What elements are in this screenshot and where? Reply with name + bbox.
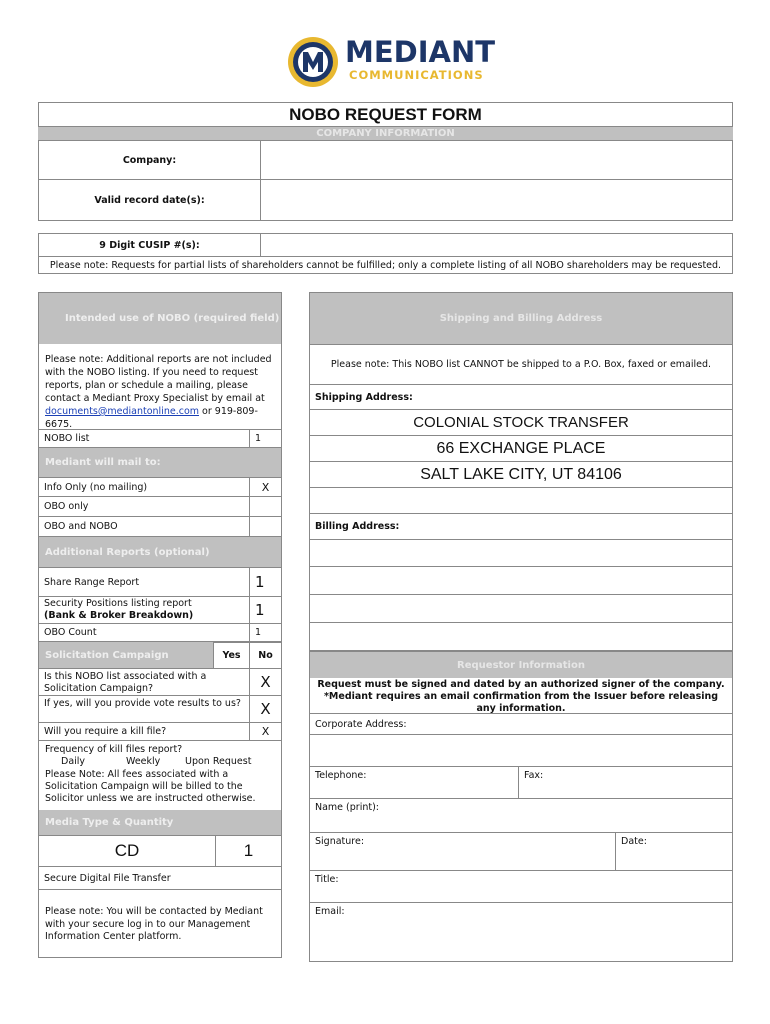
mediant-logo-mark-icon [287, 36, 339, 88]
section-company-header: COMPANY INFORMATION [38, 127, 733, 140]
frequency-label: Frequency of kill files report? [45, 744, 183, 755]
nobo-list-qty[interactable]: 1 [249, 429, 282, 448]
record-date-label: Valid record date(s): [38, 179, 261, 221]
shipping-note: Please note: This NOBO list CANNOT be shipped to a P.O. Box, faxed or emailed. [309, 344, 733, 385]
mail-row-info-only-check[interactable]: X [249, 477, 282, 497]
brand-subname: COMMUNICATIONS [349, 68, 484, 82]
freq-daily[interactable]: Daily [61, 756, 86, 767]
mail-row-obo-only-check[interactable] [249, 496, 282, 517]
solicit-q1-no[interactable]: X [249, 668, 282, 696]
share-range-qty[interactable]: 1 [249, 567, 282, 597]
additional-reports-header: Additional Reports (optional) [39, 537, 281, 567]
share-range-label: Share Range Report [38, 567, 250, 597]
media-type-value[interactable]: CD [38, 835, 216, 867]
shipping-line-3[interactable]: SALT LAKE CITY, UT 84106 [309, 461, 733, 488]
security-positions-qty[interactable]: 1 [249, 596, 282, 624]
mail-row-obo-nobo-check[interactable] [249, 516, 282, 537]
signature-field[interactable]: Signature: [309, 832, 616, 871]
record-date-input[interactable] [260, 179, 733, 221]
company-label: Company: [38, 140, 261, 180]
obo-count-qty[interactable]: 1 [249, 623, 282, 642]
billing-line-4[interactable] [309, 622, 733, 651]
shipping-header: Shipping and Billing Address [310, 293, 732, 344]
media-qty-value[interactable]: 1 [215, 835, 282, 867]
solicitation-no-header: No [249, 642, 282, 669]
telephone-field[interactable]: Telephone: [309, 766, 519, 799]
requestor-header: Requestor Information [310, 652, 732, 678]
corporate-address-field[interactable]: Corporate Address: [309, 713, 733, 735]
freq-upon-request[interactable]: Upon Request [185, 756, 252, 767]
shipping-address-label: Shipping Address: [309, 384, 733, 410]
cusip-label: 9 Digit CUSIP #(s): [38, 233, 261, 257]
date-field[interactable]: Date: [615, 832, 733, 871]
media-header: Media Type & Quantity [39, 810, 281, 835]
intended-use-header: Intended use of NOBO (required field) [39, 293, 281, 344]
solicit-q1: Is this NOBO list associated with a Solicitation Campaign? [38, 668, 250, 696]
shipping-line-4[interactable] [309, 487, 733, 514]
company-input[interactable] [260, 140, 733, 180]
requestor-notes: Request must be signed and dated by an authorized signer of the company. *Mediant requires an email confirmation from the Issuer before releasing any information. [317, 679, 725, 714]
solicitation-yes-header: Yes [213, 642, 250, 669]
name-print-field[interactable]: Name (print): [309, 798, 733, 833]
billing-address-label: Billing Address: [309, 513, 733, 540]
freq-weekly[interactable]: Weekly [126, 756, 161, 767]
solicit-q2: If yes, will you provide vote results to us? [38, 695, 250, 723]
kill-file-no[interactable]: X [249, 722, 282, 741]
mediant-logo [287, 34, 496, 92]
form-title: NOBO REQUEST FORM [289, 104, 482, 124]
security-positions-label: Security Positions listing report (Bank & Broker Breakdown) [38, 596, 250, 624]
shipping-line-2[interactable]: 66 EXCHANGE PLACE [309, 435, 733, 462]
billing-line-3[interactable] [309, 594, 733, 623]
kill-file-question: Will you require a kill file? [38, 722, 250, 741]
partial-note: Please note: Requests for partial lists of shareholders cannot be fulfilled; only a complete listing of all NOBO shareholders may be requested. [38, 256, 733, 274]
fees-note: Please Note: All fees associated with a Solicitation Campaign will be billed to the Solicitor unless we are instructed otherwise. [45, 769, 256, 804]
secure-transfer-label: Secure Digital File Transfer [38, 866, 282, 890]
mail-row-obo-only: OBO only [38, 496, 250, 517]
cusip-input[interactable] [260, 233, 733, 257]
fax-field[interactable]: Fax: [518, 766, 733, 799]
billing-line-2[interactable] [309, 566, 733, 595]
billing-line-1[interactable] [309, 539, 733, 567]
shipping-line-1[interactable]: COLONIAL STOCK TRANSFER [309, 409, 733, 436]
mail-row-obo-nobo: OBO and NOBO [38, 516, 250, 537]
email-field[interactable]: Email: [309, 902, 733, 962]
contact-note: Please note: You will be contacted by Mediant with your secure log in to our Management Information Center platform. [45, 906, 263, 942]
intended-note: Please note: Additional reports are not included with the NOBO listing. If you need to request reports, plan or schedule a mailing, please contact a Mediant Proxy Specialist by email at documents@mediantonline.com or 919-809-6675. [45, 354, 272, 430]
solicitation-header: Solicitation Campaign [39, 642, 213, 669]
brand-name: MEDIANT [345, 35, 496, 69]
obo-count-label: OBO Count [38, 623, 250, 642]
mail-header: Mediant will mail to: [39, 448, 281, 477]
contact-email-link[interactable]: documents@mediantonline.com [45, 406, 200, 417]
nobo-list-label: NOBO list [38, 429, 250, 448]
form-title-box [38, 102, 733, 127]
solicit-q2-no[interactable]: X [249, 695, 282, 723]
title-field[interactable]: Title: [309, 870, 733, 903]
corporate-address-line-2[interactable] [309, 734, 733, 767]
mail-row-info-only: Info Only (no mailing) [38, 477, 250, 497]
